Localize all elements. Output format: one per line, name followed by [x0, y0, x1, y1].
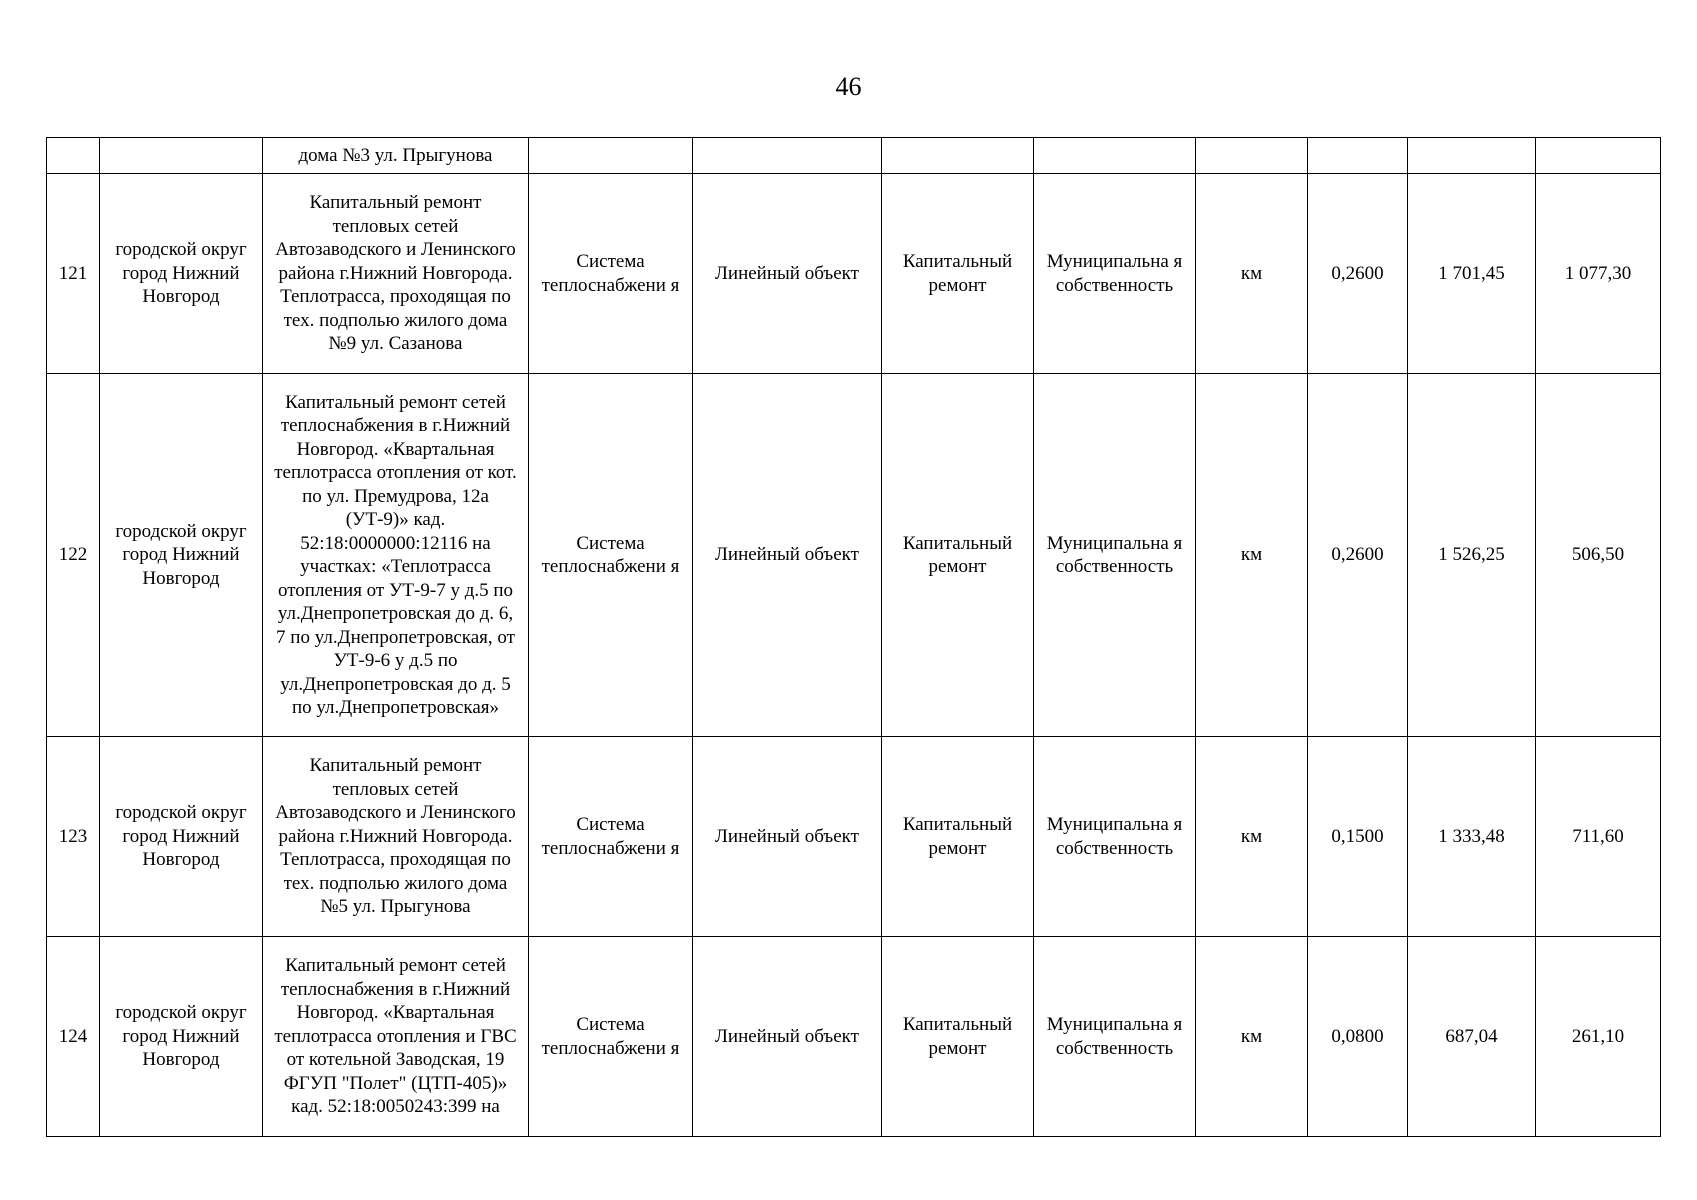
cell-work-type: Капитальный ремонт — [882, 937, 1034, 1137]
cell-object-type: Линейный объект — [693, 937, 882, 1137]
cell-cost-2: 711,60 — [1536, 737, 1661, 937]
cell-municipality: городской округ город Нижний Новгород — [100, 937, 263, 1137]
cell-unit: км — [1196, 174, 1308, 374]
table-row — [47, 374, 1661, 737]
cell-length: 0,0800 — [1308, 937, 1408, 1137]
cell-object-type: Линейный объект — [693, 374, 882, 737]
cell-num: 123 — [47, 737, 100, 937]
cell-ownership: Муниципальна я собственность — [1034, 737, 1196, 937]
table-row-continuation — [47, 138, 1661, 174]
cell-num: 122 — [47, 374, 100, 737]
cell-description: Капитальный ремонт сетей теплоснабжения в г.Нижний Новгород. «Квартальная теплотрасса отопления и ГВС от котельной Заводская, 19 ФГУП "Полет" (ЦТП-405)» кад. 52:18:0050243:399 на — [263, 937, 529, 1137]
cell-unit: км — [1196, 737, 1308, 937]
cell-length — [1308, 138, 1408, 174]
cell-work-type: Капитальный ремонт — [882, 737, 1034, 937]
cell-num: 121 — [47, 174, 100, 374]
cell-work-type: Капитальный ремонт — [882, 174, 1034, 374]
cell-object-type: Линейный объект — [693, 737, 882, 937]
cell-municipality: городской округ город Нижний Новгород — [100, 374, 263, 737]
cell-system — [529, 138, 693, 174]
cell-ownership — [1034, 138, 1196, 174]
cell-municipality — [100, 138, 263, 174]
cell-system: Система теплоснабжени я — [529, 937, 693, 1137]
cell-cost-2: 1 077,30 — [1536, 174, 1661, 374]
cell-cost-1: 1 701,45 — [1408, 174, 1536, 374]
cell-unit: км — [1196, 374, 1308, 737]
table-row — [47, 174, 1661, 374]
cell-cost-2 — [1536, 138, 1661, 174]
table-row — [47, 737, 1661, 937]
cell-length: 0,2600 — [1308, 374, 1408, 737]
cell-length: 0,1500 — [1308, 737, 1408, 937]
cell-unit — [1196, 138, 1308, 174]
cell-work-type: Капитальный ремонт — [882, 374, 1034, 737]
cell-municipality: городской округ город Нижний Новгород — [100, 737, 263, 937]
cell-cost-2: 261,10 — [1536, 937, 1661, 1137]
cell-cost-1 — [1408, 138, 1536, 174]
cell-ownership: Муниципальна я собственность — [1034, 374, 1196, 737]
objects-table — [46, 137, 1661, 1137]
cell-ownership: Муниципальна я собственность — [1034, 937, 1196, 1137]
cell-description: дома №3 ул. Прыгунова — [263, 138, 529, 174]
page-number: 46 — [835, 72, 862, 101]
cell-object-type — [693, 138, 882, 174]
cell-description: Капитальный ремонт тепловых сетей Автозаводского и Ленинского района г.Нижний Новгорода. Теплотрасса, проходящая по тех. подполью жилого дома №5 ул. Прыгунова — [263, 737, 529, 937]
cell-object-type: Линейный объект — [693, 174, 882, 374]
cell-cost-1: 1 333,48 — [1408, 737, 1536, 937]
cell-cost-1: 1 526,25 — [1408, 374, 1536, 737]
cell-municipality: городской округ город Нижний Новгород — [100, 174, 263, 374]
cell-num — [47, 138, 100, 174]
cell-unit: км — [1196, 937, 1308, 1137]
cell-num: 124 — [47, 937, 100, 1137]
cell-description: Капитальный ремонт сетей теплоснабжения в г.Нижний Новгород. «Квартальная теплотрасса отопления от кот. по ул. Премудрова, 12а (УТ-9)» кад. 52:18:0000000:12116 на участках: «Теплотрасса отопления от УТ-9-7 у д.5 по ул.Днепропетровская до д. 6, 7 по ул.Днепропетровская, от УТ-9-6 у д.5 по ул.Днепропетровская до д. 5 по ул.Днепропетровская» — [263, 374, 529, 737]
cell-system: Система теплоснабжени я — [529, 174, 693, 374]
cell-cost-1: 687,04 — [1408, 937, 1536, 1137]
cell-work-type — [882, 138, 1034, 174]
cell-system: Система теплоснабжени я — [529, 374, 693, 737]
cell-ownership: Муниципальна я собственность — [1034, 174, 1196, 374]
table-row — [47, 937, 1661, 1137]
cell-system: Система теплоснабжени я — [529, 737, 693, 937]
cell-cost-2: 506,50 — [1536, 374, 1661, 737]
cell-length: 0,2600 — [1308, 174, 1408, 374]
cell-description: Капитальный ремонт тепловых сетей Автозаводского и Ленинского района г.Нижний Новгорода. Теплотрасса, проходящая по тех. подполью жилого дома №9 ул. Сазанова — [263, 174, 529, 374]
